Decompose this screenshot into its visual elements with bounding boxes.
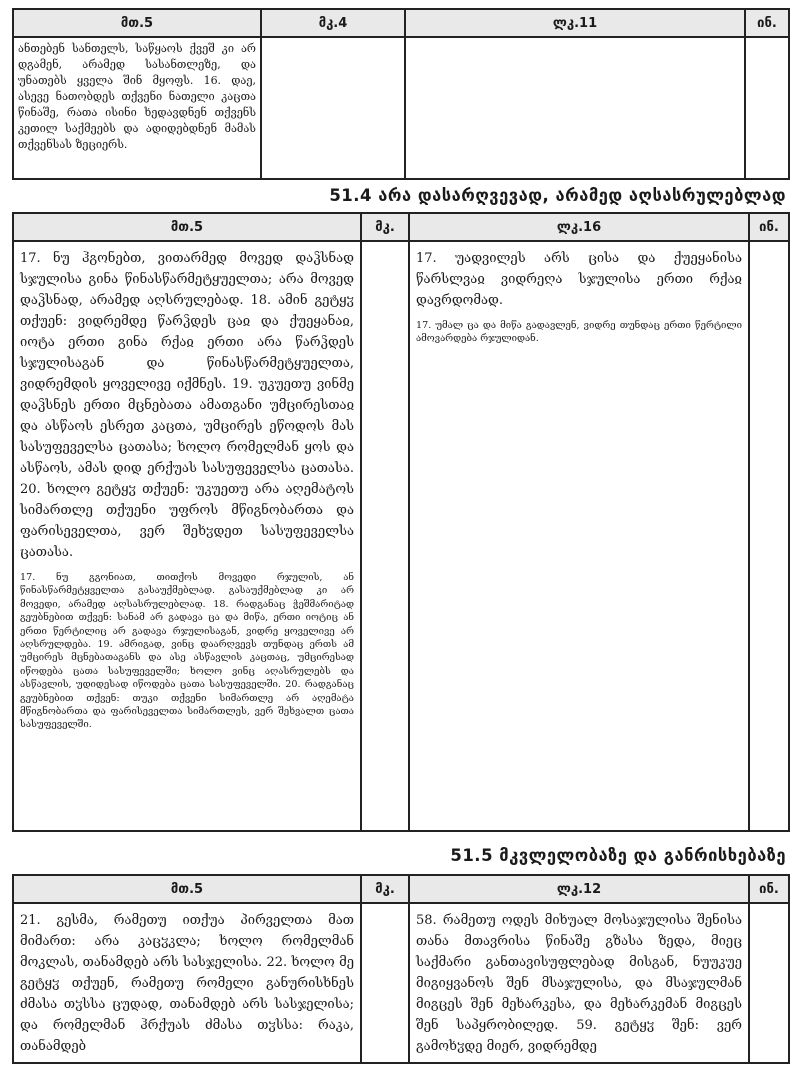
matthew-cell bbox=[14, 242, 360, 830]
header-matthew: მთ.5 bbox=[170, 219, 204, 235]
header-john: ინ. bbox=[748, 214, 788, 240]
header-luke: ლკ.16 bbox=[408, 214, 748, 240]
luke-cell bbox=[404, 38, 744, 178]
section-title-51-4: 51.4 არა დასარღვევად, არამედ აღსასრულებლად bbox=[329, 186, 786, 205]
john-cell bbox=[744, 38, 788, 178]
matthew-cell bbox=[14, 38, 260, 178]
table-body bbox=[14, 904, 788, 1062]
luke-text: 58. რამეთუ ოდეს მიხუალ მოსაჯულისა შენისა თანა მთავრისა წინაშე გზასა ზედა, მიეც საქმარი განთავისუფლებად მისგან, ნუუკუე მიგიყვანოს შენ მსაჯულისა, და მსაჯულმან მიგცეს შენ მეხარკესა, და მეხარკემან მიგცეს შენ საპყრობილედ. 59. გეტყჳ შენ: ვერ გამოხჳდე მიერ, ვიდრემდე bbox=[416, 913, 742, 1054]
header-matthew: მთ.5 bbox=[120, 15, 154, 31]
john-cell bbox=[748, 904, 788, 1062]
header-luke: ლკ.12 bbox=[408, 876, 748, 902]
table-header-row bbox=[14, 10, 788, 38]
luke-modern-translation: 17. უმალ ცა და მიწა გადავლენ, ვიდრე თუნდაც ერთი წერტილი ამოვარდება რჯულიდან. bbox=[416, 320, 742, 345]
luke-old-georgian-text: 17. უადვილეს არს ცისა და ქუეყანისა წარსლვაჲ ვიდრეღა სჯულისა ერთი რქაჲ დავრდომად. bbox=[416, 251, 742, 308]
section-title-51-5: 51.5 მკვლელობაზე და განრისხებაზე bbox=[450, 846, 786, 865]
parallel-table-1 bbox=[12, 8, 790, 180]
header-mark: მკ. bbox=[360, 214, 408, 240]
header-matthew: მთ.5 bbox=[170, 881, 204, 897]
mark-cell bbox=[360, 242, 408, 830]
table-header-row bbox=[14, 876, 788, 904]
parallel-table-2 bbox=[12, 212, 790, 832]
header-john: ინ. bbox=[748, 876, 788, 902]
table-body bbox=[14, 242, 788, 830]
mark-cell bbox=[260, 38, 404, 178]
mark-cell bbox=[360, 904, 408, 1062]
matthew-text: 21. გესმა, რამეთუ ითქუა პირველთა მათ მიმართ: არა კაცჳკლა; ხოლო რომელმან მოკლას, თანამდებ არს სასჯელისა. 22. ხოლო მე გეტყჳ თქუენ, რამეთუ რომელი განურისხნეს ძმასა თჳსსა ცუდად, თანამდებ არს სასჯელისა; და რომელმან ჰრქუას ძმასა თჳსსა: რაკა, თანამდებ bbox=[20, 913, 354, 1054]
luke-cell bbox=[408, 242, 748, 830]
matthew-old-georgian-text: 17. ნუ ჰგონებთ, ვითარმედ მოვედ დაჴსნად სჯულისა გინა წინასწარმეტყუელთა; არა მოვედ დაჴსნად, არამედ აღსრულებად. 18. ამინ გეტყჳ თქუენ: ვიდრემდე წარჴდეს ცაჲ და ქუეყანაჲ, იოტა ერთი გინა რქაჲ ერთი არა წარჴდეს სჯულისაგან და წინასწარმეტყუელთა, ვიდრემდის ყოველივე იქმნეს. 19. უკუეთუ ვინმე დაჴსნეს ერთი მცნებათა ამათგანი უმცირესთაჲ და ასწაოს ესრეთ კაცთა, უმცირეს ეწოდოს მას სასუფეველსა ცათასა; ხოლო რომელმან ყოს და ასწაოს, ამას დიდ ერქუას სასუფეველსა ცათასა. 20. ხოლო გეტყჳ თქუენ: უკუეთუ არა აღემატოს სიმართლე თქუენი უფროს მწიგნობართა და ფარისეველთა, ვერ შეხჳდეთ სასუფეველსა ცათასა. bbox=[20, 251, 354, 560]
john-cell bbox=[748, 242, 788, 830]
table-header-row bbox=[14, 214, 788, 242]
header-luke: ლკ.11 bbox=[404, 10, 744, 36]
table-body bbox=[14, 38, 788, 178]
matthew-text: ანთებენ სანთელს, საწყაოს ქვეშ კი არ დგამენ, არამედ სასანთლეზე, და უნათებს ყველა შინ მყოფს. 16. დაე, ასევე ნათობდეს თქვენი ნათელი კაცთა წინაშე, რათა ისინი ხედავდნენ თქვენს კეთილ საქმეებს და ადიდებდნენ მამას თქვენსას ზეციერს. bbox=[18, 42, 256, 151]
parallel-table-3 bbox=[12, 874, 790, 1064]
header-john: ინ. bbox=[744, 10, 788, 36]
matthew-cell bbox=[14, 904, 360, 1062]
luke-cell bbox=[408, 904, 748, 1062]
header-mark: მკ.4 bbox=[260, 10, 404, 36]
header-mark: მკ. bbox=[360, 876, 408, 902]
matthew-modern-translation: 17. ნუ გგონიათ, თითქოს მოვედი რჯულის, ან წინასწარმეტყველთა გასაუქმებლად. გასაუქმებლად კი არ მოვედი, არამედ აღსასრულებლად. 18. რადგანაც ჭეშმარიტად გეუბნებით თქვენ: სანამ არ გადავა ცა და მიწა, ერთი იოტიც ან ერთი წერტილიც არ გადავა რჯულისაგან, ვიდრე ყოველივე არ აღსრულდება. 19. ამრიგად, ვინც დაარღვევს თუნდაც ერთს ამ უმცირეს მცნებათაგანს და ასე ასწავლის კაცთაც, უმცირესად იწოდება ცათა სასუფეველში; ხოლო ვინც აღასრულებს და ასწავლის, უდიდესად იწოდება ცათა სასუფეველში. 20. რადგანაც გეუბნებით თქვენ: თუკი თქვენი სიმართლე არ აღემატა მწიგნობართა და ფარისეველთა სიმართლეს, ვერ შეხვალთ ცათა სასუფეველში. bbox=[20, 572, 354, 731]
